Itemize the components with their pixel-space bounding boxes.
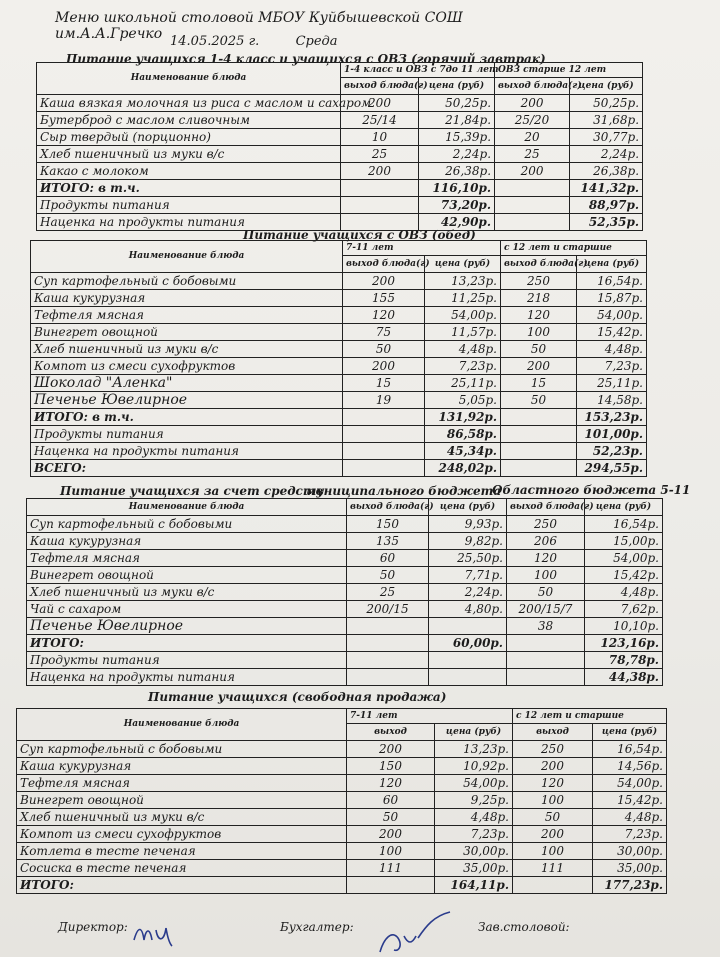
table-row — [31, 324, 647, 341]
col-output-header: выход блюда(г) — [507, 499, 585, 516]
dish-output: 50 — [347, 567, 429, 584]
dish-output: 111 — [513, 860, 593, 877]
products-row — [37, 197, 643, 214]
dish-name: Суп картофельный с бобовыми — [27, 516, 347, 533]
total-label: ИТОГО: — [17, 877, 347, 894]
dish-price: 7,23р. — [577, 358, 647, 375]
dish-price: 2,24р. — [419, 146, 495, 163]
col-output-header: выход блюда(г) — [501, 256, 577, 273]
products-label: Продукты питания — [31, 426, 343, 443]
table-row — [17, 775, 667, 792]
dish-name: Шоколад "Аленка" — [31, 375, 343, 392]
dish-name: Каша вязкая молочная из риса с маслом и сахаром — [37, 95, 341, 112]
dish-price: 7,62р. — [585, 601, 663, 618]
dish-price: 13,23р. — [435, 741, 513, 758]
menu-title: Меню школьной столовой МБОУ Куйбышевской СОШ им.А.А.Гречко — [55, 10, 463, 42]
dish-output: 120 — [347, 775, 435, 792]
dish-output: 218 — [501, 290, 577, 307]
dish-output: 50 — [501, 341, 577, 358]
dish-price: 50,25р. — [570, 95, 643, 112]
table-row — [37, 163, 643, 180]
empty-cell — [341, 180, 419, 197]
dish-price: 54,00р. — [585, 550, 663, 567]
dish-name: Чай с сахаром — [27, 601, 347, 618]
empty-cell — [347, 635, 429, 652]
col-price-header: цена (руб) — [577, 256, 647, 273]
empty-cell — [347, 669, 429, 686]
dish-price: 26,38р. — [419, 163, 495, 180]
free-sale-title: Питание учащихся (свободная продажа) — [148, 690, 447, 704]
col-price-header: цена (руб) — [570, 78, 643, 95]
markup-row — [27, 669, 663, 686]
dish-name: Печенье Ювелирное — [31, 392, 343, 409]
products-value: 73,20р. — [419, 197, 495, 214]
empty-cell — [347, 652, 429, 669]
grand-total-value: 294,55р. — [577, 460, 647, 477]
dish-name: Котлета в тесте печеная — [17, 843, 347, 860]
total-label: ИТОГО: в т.ч. — [31, 409, 343, 426]
free-sale-table — [16, 708, 667, 894]
dish-output: 135 — [347, 533, 429, 550]
dish-price: 7,71р. — [429, 567, 507, 584]
table-row — [17, 860, 667, 877]
col-output-header: выход блюда(г) — [343, 256, 425, 273]
table-row — [37, 95, 643, 112]
dish-output: 200 — [341, 163, 419, 180]
dish-name: Хлеб пшеничный из муки в/с — [27, 584, 347, 601]
dish-name: Хлеб пшеничный из муки в/с — [37, 146, 341, 163]
empty-cell — [343, 443, 425, 460]
col-name-header: Наименование блюда — [27, 499, 347, 516]
empty-cell — [495, 214, 570, 231]
total-row — [37, 180, 643, 197]
empty-cell — [347, 877, 435, 894]
dish-price: 4,80р. — [429, 601, 507, 618]
empty-cell — [343, 460, 425, 477]
menu-date-line — [170, 34, 370, 49]
table-row — [31, 375, 647, 392]
dish-output: 100 — [501, 324, 577, 341]
empty-cell — [343, 426, 425, 443]
total-value: 141,32р. — [570, 180, 643, 197]
group2-header: ОВЗ старше 12 лет — [495, 63, 643, 78]
dish-name: Хлеб пшеничный из муки в/с — [31, 341, 343, 358]
total-value: 153,23р. — [577, 409, 647, 426]
dish-output: 60 — [347, 792, 435, 809]
dish-name: Компот из смеси сухофруктов — [17, 826, 347, 843]
dish-price — [429, 618, 507, 635]
markup-label: Наценка на продукты питания — [27, 669, 347, 686]
col-price-header: цена (руб) — [425, 256, 501, 273]
dish-output: 155 — [343, 290, 425, 307]
total-value: 123,16р. — [585, 635, 663, 652]
col-price-header: цена (руб) — [419, 78, 495, 95]
markup-label: Наценка на продукты питания — [31, 443, 343, 460]
dish-output: 250 — [501, 273, 577, 290]
markup-label: Наценка на продукты питания — [37, 214, 341, 231]
total-value: 177,23р. — [593, 877, 667, 894]
group2-header: с 12 лет и старшие — [513, 709, 667, 724]
table-row — [17, 809, 667, 826]
dish-output: 25 — [495, 146, 570, 163]
col-price-header: цена (руб) — [593, 724, 667, 741]
col-price-header: цена (руб) — [429, 499, 507, 516]
table-row — [27, 533, 663, 550]
table-row — [31, 392, 647, 409]
dish-name: Тефтеля мясная — [27, 550, 347, 567]
dish-name: Бутерброд с маслом сливочным — [37, 112, 341, 129]
table-row — [37, 129, 643, 146]
director-signature — [130, 918, 180, 948]
dish-output — [347, 618, 429, 635]
dish-output: 200/15 — [347, 601, 429, 618]
empty-cell — [507, 652, 585, 669]
table-row — [37, 146, 643, 163]
dish-output: 100 — [513, 792, 593, 809]
menu-weekday: Среда — [295, 34, 338, 49]
dish-name: Сыр твердый (порционно) — [37, 129, 341, 146]
dish-name: Суп картофельный с бобовыми — [31, 273, 343, 290]
dish-output: 100 — [347, 843, 435, 860]
dish-output: 200 — [513, 826, 593, 843]
group1-header: 1-4 класс и ОВЗ с 7до 11 лет — [341, 63, 495, 78]
dish-output: 25/14 — [341, 112, 419, 129]
lunch-table — [30, 240, 647, 477]
table-row — [17, 843, 667, 860]
total-label: ИТОГО: — [27, 635, 347, 652]
empty-cell — [495, 180, 570, 197]
dish-name: Винегрет овощной — [17, 792, 347, 809]
dish-name: Каша кукурузная — [31, 290, 343, 307]
empty-cell — [341, 197, 419, 214]
dish-output: 50 — [507, 584, 585, 601]
dish-name: Винегрет овощной — [27, 567, 347, 584]
dish-price: 21,84р. — [419, 112, 495, 129]
dish-price: 15,42р. — [585, 567, 663, 584]
dish-output: 120 — [507, 550, 585, 567]
dish-price: 25,11р. — [577, 375, 647, 392]
dish-output: 19 — [343, 392, 425, 409]
products-label: Продукты питания — [27, 652, 347, 669]
dish-price: 54,00р. — [425, 307, 501, 324]
dish-price: 4,48р. — [435, 809, 513, 826]
products-value: 78,78р. — [585, 652, 663, 669]
dish-price: 16,54р. — [577, 273, 647, 290]
empty-cell — [501, 409, 577, 426]
dish-price: 4,48р. — [577, 341, 647, 358]
dish-output: 120 — [343, 307, 425, 324]
dish-output: 150 — [347, 516, 429, 533]
dish-output: 200 — [495, 163, 570, 180]
group2-header: с 12 лет и старшие — [501, 241, 647, 256]
dish-price: 14,56р. — [593, 758, 667, 775]
dish-output: 111 — [347, 860, 435, 877]
dish-output: 200/15/7 — [507, 601, 585, 618]
total-value: 164,11р. — [435, 877, 513, 894]
dish-price: 9,82р. — [429, 533, 507, 550]
dish-price: 25,11р. — [425, 375, 501, 392]
dish-price: 31,68р. — [570, 112, 643, 129]
markup-value: 52,23р. — [577, 443, 647, 460]
total-row — [27, 635, 663, 652]
products-row — [27, 652, 663, 669]
menu-date: 14.05.2025 г. — [170, 34, 260, 49]
dish-output: 50 — [343, 341, 425, 358]
dish-price: 15,00р. — [585, 533, 663, 550]
table-row — [27, 601, 663, 618]
dish-price: 4,48р. — [585, 584, 663, 601]
dish-output: 25/20 — [495, 112, 570, 129]
table-header-row — [37, 63, 643, 78]
markup-value: 42,90р. — [419, 214, 495, 231]
col-price-header: цена (руб) — [435, 724, 513, 741]
dish-price: 30,00р. — [593, 843, 667, 860]
dish-price: 54,00р. — [593, 775, 667, 792]
dish-price: 9,93р. — [429, 516, 507, 533]
products-row — [31, 426, 647, 443]
dish-output: 200 — [343, 358, 425, 375]
markup-row — [31, 443, 647, 460]
dish-name: Хлеб пшеничный из муки в/с — [17, 809, 347, 826]
dish-output: 100 — [507, 567, 585, 584]
dish-output: 25 — [341, 146, 419, 163]
total-value: 131,92р. — [425, 409, 501, 426]
table-header-row — [31, 241, 647, 256]
dish-output: 50 — [347, 809, 435, 826]
col-output-header: выход блюда(г) — [347, 499, 429, 516]
group1-header: 7-11 лет — [347, 709, 513, 724]
empty-cell — [507, 669, 585, 686]
total-row — [17, 877, 667, 894]
table-row — [17, 758, 667, 775]
dish-price: 25,50р. — [429, 550, 507, 567]
dish-output: 200 — [495, 95, 570, 112]
breakfast-title: Питание учащихся 1-4 класс и учащихся с ОВЗ (горячий завтрак) — [66, 52, 546, 66]
dish-price: 5,05р. — [425, 392, 501, 409]
dish-output: 75 — [343, 324, 425, 341]
dish-name: Суп картофельный с бобовыми — [17, 741, 347, 758]
markup-value — [429, 669, 507, 686]
dish-output: 250 — [513, 741, 593, 758]
products-label: Продукты питания — [37, 197, 341, 214]
total-value: 60,00р. — [429, 635, 507, 652]
empty-cell — [501, 426, 577, 443]
total-row — [31, 409, 647, 426]
total-value: 116,10р. — [419, 180, 495, 197]
dish-price: 11,25р. — [425, 290, 501, 307]
dish-price: 54,00р. — [435, 775, 513, 792]
dish-output: 200 — [347, 741, 435, 758]
dish-price: 9,25р. — [435, 792, 513, 809]
dish-output: 200 — [343, 273, 425, 290]
table-row — [31, 290, 647, 307]
dish-name: Компот из смеси сухофруктов — [31, 358, 343, 375]
col-output-header: выход блюда(г) — [341, 78, 419, 95]
dish-output: 200 — [513, 758, 593, 775]
dish-output: 38 — [507, 618, 585, 635]
col-name-header: Наименование блюда — [31, 241, 343, 273]
dish-name: Сосиска в тесте печеная — [17, 860, 347, 877]
dish-price: 13,23р. — [425, 273, 501, 290]
col-name-header: Наименование блюда — [37, 63, 341, 95]
dish-price: 2,24р. — [429, 584, 507, 601]
dish-price: 35,00р. — [435, 860, 513, 877]
table-row — [17, 792, 667, 809]
dish-output: 25 — [347, 584, 429, 601]
dish-name: Тефтеля мясная — [31, 307, 343, 324]
dish-price: 15,42р. — [593, 792, 667, 809]
dish-price: 4,48р. — [425, 341, 501, 358]
accountant-signature — [370, 908, 460, 956]
dish-output: 206 — [507, 533, 585, 550]
empty-cell — [513, 877, 593, 894]
grand-total-label: ВСЕГО: — [31, 460, 343, 477]
dish-output: 50 — [501, 392, 577, 409]
products-value — [429, 652, 507, 669]
empty-cell — [343, 409, 425, 426]
dish-name: Печенье Ювелирное — [27, 618, 347, 635]
table-row — [31, 358, 647, 375]
empty-cell — [501, 443, 577, 460]
total-label: ИТОГО: в т.ч. — [37, 180, 341, 197]
table-row — [31, 273, 647, 290]
canteen-label: Зав.столовой: — [478, 920, 570, 934]
accountant-label: Бухгалтер: — [280, 920, 354, 934]
dish-output: 50 — [513, 809, 593, 826]
dish-price: 4,48р. — [593, 809, 667, 826]
table-row — [31, 341, 647, 358]
markup-value: 45,34р. — [425, 443, 501, 460]
col-name-header: Наименование блюда — [17, 709, 347, 741]
empty-cell — [507, 635, 585, 652]
dish-output: 20 — [495, 129, 570, 146]
table-subheader-row — [27, 499, 663, 516]
grand-total-value: 248,02р. — [425, 460, 501, 477]
dish-output: 200 — [341, 95, 419, 112]
dish-output: 200 — [347, 826, 435, 843]
table-row — [31, 307, 647, 324]
lunch-title: Питание учащихся с ОВЗ (обед) — [243, 228, 476, 242]
dish-output: 10 — [341, 129, 419, 146]
table-row — [27, 516, 663, 533]
table-row — [17, 741, 667, 758]
empty-cell — [495, 197, 570, 214]
dish-price: 15,42р. — [577, 324, 647, 341]
col-output-header: выход блюда(г) — [495, 78, 570, 95]
grand-total-row — [31, 460, 647, 477]
dish-name: Винегрет овощной — [31, 324, 343, 341]
breakfast-table — [36, 62, 643, 231]
table-row — [27, 567, 663, 584]
dish-output: 250 — [507, 516, 585, 533]
dish-output: 60 — [347, 550, 429, 567]
products-value: 101,00р. — [577, 426, 647, 443]
dish-price: 7,23р. — [435, 826, 513, 843]
products-value: 88,97р. — [570, 197, 643, 214]
dish-output: 15 — [343, 375, 425, 392]
director-label: Директор: — [58, 920, 128, 934]
dish-price: 15,87р. — [577, 290, 647, 307]
dish-price: 50,25р. — [419, 95, 495, 112]
budget-group2-title: Областного бюджета 5-11 — [492, 483, 691, 497]
dish-output: 15 — [501, 375, 577, 392]
dish-price: 16,54р. — [593, 741, 667, 758]
dish-price: 7,23р. — [425, 358, 501, 375]
dish-price: 30,00р. — [435, 843, 513, 860]
table-row — [27, 584, 663, 601]
dish-price: 2,24р. — [570, 146, 643, 163]
budget-title: Питание учащихся за счет средств — [60, 484, 324, 498]
markup-value: 44,38р. — [585, 669, 663, 686]
col-output-header: выход — [347, 724, 435, 741]
empty-cell — [501, 460, 577, 477]
budget-table — [26, 498, 663, 686]
dish-price: 16,54р. — [585, 516, 663, 533]
dish-price: 11,57р. — [425, 324, 501, 341]
dish-price: 10,92р. — [435, 758, 513, 775]
table-header-row — [17, 709, 667, 724]
dish-price: 30,77р. — [570, 129, 643, 146]
markup-value: 52,35р. — [570, 214, 643, 231]
dish-output: 120 — [513, 775, 593, 792]
col-output-header: выход — [513, 724, 593, 741]
dish-price: 26,38р. — [570, 163, 643, 180]
table-row — [17, 826, 667, 843]
table-row — [37, 112, 643, 129]
dish-output: 120 — [501, 307, 577, 324]
products-value: 86,58р. — [425, 426, 501, 443]
dish-price: 10,10р. — [585, 618, 663, 635]
dish-price: 35,00р. — [593, 860, 667, 877]
table-row — [27, 550, 663, 567]
dish-price: 15,39р. — [419, 129, 495, 146]
table-row — [27, 618, 663, 635]
col-price-header: цена (руб) — [585, 499, 663, 516]
dish-name: Каша кукурузная — [17, 758, 347, 775]
dish-price: 54,00р. — [577, 307, 647, 324]
group1-header: 7-11 лет — [343, 241, 501, 256]
dish-price: 7,23р. — [593, 826, 667, 843]
dish-output: 200 — [501, 358, 577, 375]
budget-group1-title: муниципального бюджета — [305, 484, 502, 498]
dish-output: 150 — [347, 758, 435, 775]
dish-price: 14,58р. — [577, 392, 647, 409]
dish-output: 100 — [513, 843, 593, 860]
dish-name: Каша кукурузная — [27, 533, 347, 550]
dish-name: Тефтеля мясная — [17, 775, 347, 792]
dish-name: Какао с молоком — [37, 163, 341, 180]
